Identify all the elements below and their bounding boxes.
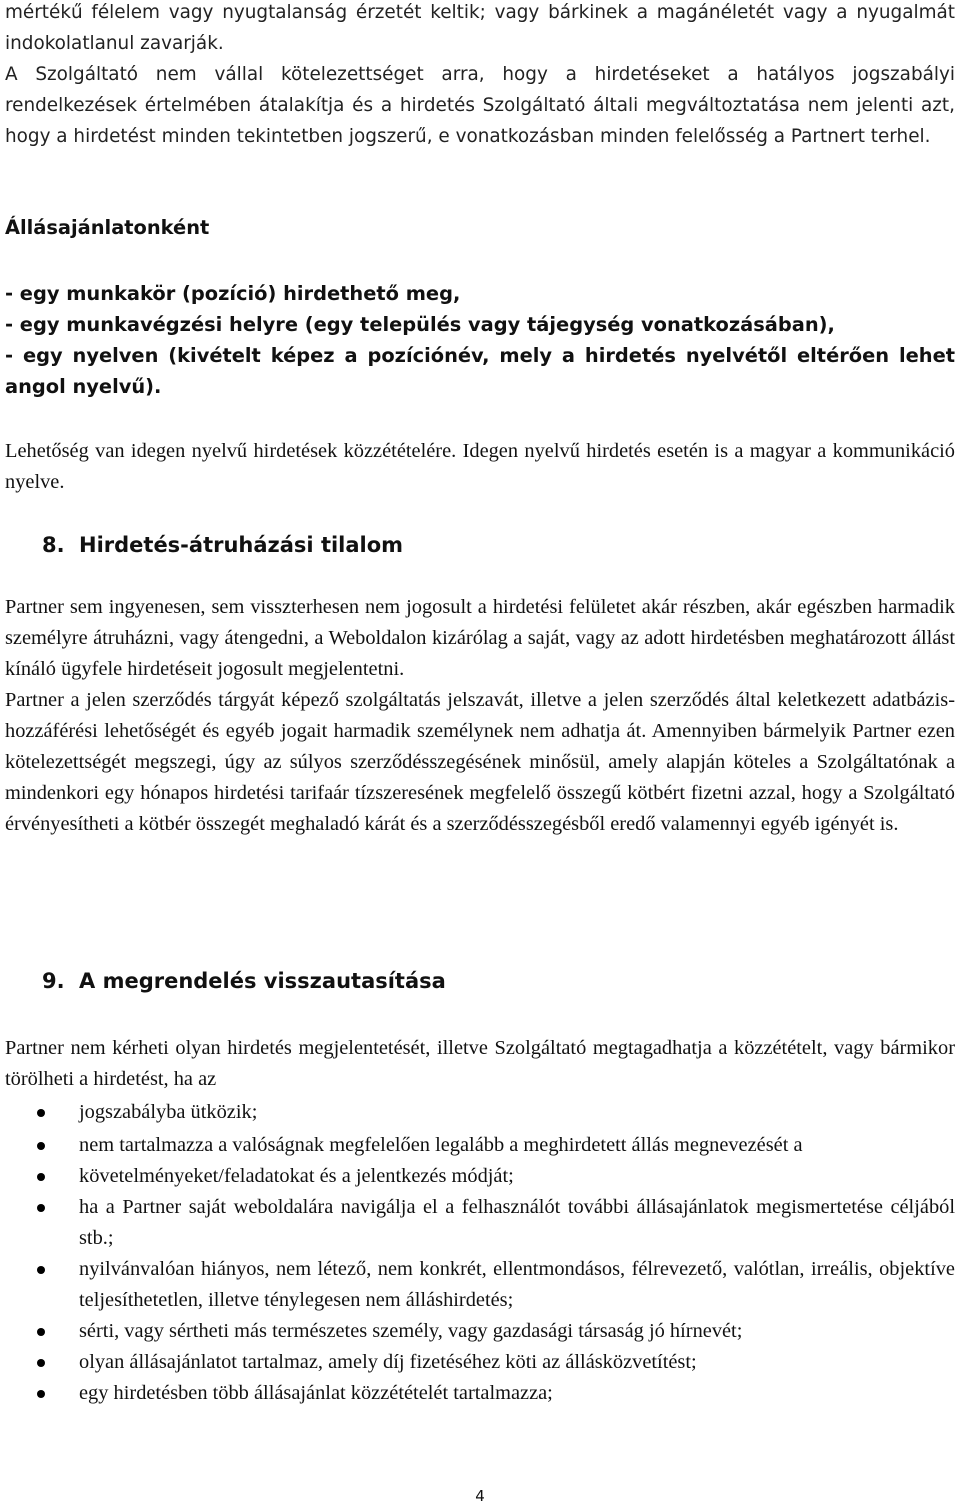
list-item <box>5 1347 955 1378</box>
list-item-text: egy hirdetésben több állásajánlat közzétételét tartalmazza; <box>79 1382 553 1404</box>
intro-block <box>5 0 955 152</box>
bullet-icon <box>37 1359 45 1367</box>
list-item <box>5 1161 955 1192</box>
list-item-text: nem tartalmazza a valóságnak megfelelően legalább a meghirdetett állás megnevezését a <box>79 1134 803 1156</box>
list-item-text: követelményeket/feladatokat és a jelentkezés módját; <box>79 1165 514 1187</box>
section-8-paragraph-2: Partner a jelen szerződés tárgyát képező szolgáltatás jelszavát, illetve a jelen szerződés által keletkezett adatbázis-hozzáférési lehetőségét és egyéb jogait harmadik személynek nem adhatja át. Amennyiben bármelyik Partner ezen kötelezettségét megszegi, úgy az súlyos szerződésszegésének minősül, amely alapján köteles a Szolgáltatónak a mindenkori egy hónapos hirdetési tarifaár tízszeresének megfelelő összegű kötbért fizetni azzal, hogy a Szolgáltató érvényesítheti a kötbér összegét meghaladó kárát és a szerződésszegésből eredő valamennyi egyéb igényét is. <box>5 689 955 835</box>
job-offer-rule: - egy nyelven (kivételt képez a pozíciónév, mely a hirdetés nyelvétől eltérően lehet angol nyelvű). <box>5 344 955 398</box>
bullet-icon <box>37 1390 45 1398</box>
job-offer-heading: Állásajánlatonként <box>5 216 210 239</box>
bullet-icon <box>37 1204 45 1212</box>
job-offer-heading-block <box>5 212 955 243</box>
section-9-heading <box>5 966 955 997</box>
list-item-text: olyan állásajánlatot tartalmaz, amely díj fizetéséhez köti az állásközvetítést; <box>79 1351 697 1373</box>
list-item-text: ha a Partner saját weboldalára navigálja el a felhasználót további állásajánlatok megismertetése céljából stb.; <box>79 1196 955 1249</box>
bullet-icon <box>37 1173 45 1181</box>
intro-paragraph-2: A Szolgáltató nem vállal kötelezettséget arra, hogy a hirdetéseket a hatályos jogszabályi rendelkezések értelmében átalakítja és a hirdetés Szolgáltató általi megváltoztatása nem jelenti azt, hogy a hirdetést minden tekintetben jogszerű, e vonatkozásban minden felelősség a Partnert terhel. <box>5 64 955 147</box>
section-9-list-block <box>5 1097 955 1409</box>
list-item <box>5 1130 955 1161</box>
section-9-number: 9. <box>42 969 65 993</box>
section-8-paragraph-1: Partner sem ingyenesen, sem visszterhesen nem jogosult a hirdetési felületet akár részben, akár egészben harmadik személyre átruházni, vagy átengedni, a Weboldalon kizárólag a saját, vagy az adott hirdetésben meghatározott állást kínáló ügyfele hirdetéseit jogosult megjelentetni. <box>5 596 955 680</box>
section-8-heading <box>5 530 955 561</box>
job-offer-rule: - egy munkavégzési helyre (egy település vagy tájegység vonatkozásában), <box>5 313 835 336</box>
section-9-intro-block <box>5 1033 955 1095</box>
bullet-icon <box>37 1109 45 1117</box>
list-item-text: jogszabályba ütközik; <box>79 1101 258 1123</box>
section-8-heading-block <box>5 530 955 561</box>
list-item-text: sérti, vagy sértheti más természetes személy, vagy gazdasági társaság jó hírnevét; <box>79 1320 743 1342</box>
intro-paragraph-1: mértékű félelem vagy nyugtalanság érzetét keltik; vagy bárkinek a magánéletét vagy a nyugalmát indokolatlanul zavarják. <box>5 2 955 54</box>
job-offer-rule: - egy munkakör (pozíció) hirdethető meg, <box>5 282 461 305</box>
list-item <box>5 1378 955 1409</box>
section-9-heading-block <box>5 966 955 997</box>
section-8-body <box>5 592 955 840</box>
language-note-block <box>5 436 955 498</box>
page-number: 4 <box>475 1487 485 1505</box>
list-item-text: nyilvánvalóan hiányos, nem létező, nem konkrét, ellentmondásos, félrevezető, valótlan, irreális, objektíve teljesíthetetlen, illetve ténylegesen nem álláshirdetés; <box>79 1258 955 1311</box>
list-item <box>5 1192 955 1254</box>
bullet-icon <box>37 1328 45 1336</box>
list-item <box>5 1316 955 1347</box>
bullet-icon <box>37 1266 45 1274</box>
section-8-title: Hirdetés-átruházási tilalom <box>79 533 404 557</box>
job-offer-rules <box>5 278 955 402</box>
section-8-number: 8. <box>42 533 65 557</box>
refusal-reasons-list <box>5 1097 955 1409</box>
list-item <box>5 1254 955 1316</box>
bullet-icon <box>37 1142 45 1150</box>
section-9-title: A megrendelés visszautasítása <box>79 969 446 993</box>
language-note: Lehetőség van idegen nyelvű hirdetések közzétételére. Idegen nyelvű hirdetés esetén is a magyar a kommunikáció nyelve. <box>5 440 955 493</box>
section-9-intro: Partner nem kérheti olyan hirdetés megjelentetését, illetve Szolgáltató megtagadhatja a közzétételt, vagy bármikor törölheti a hirdetést, ha az <box>5 1037 955 1090</box>
list-item <box>5 1097 955 1128</box>
